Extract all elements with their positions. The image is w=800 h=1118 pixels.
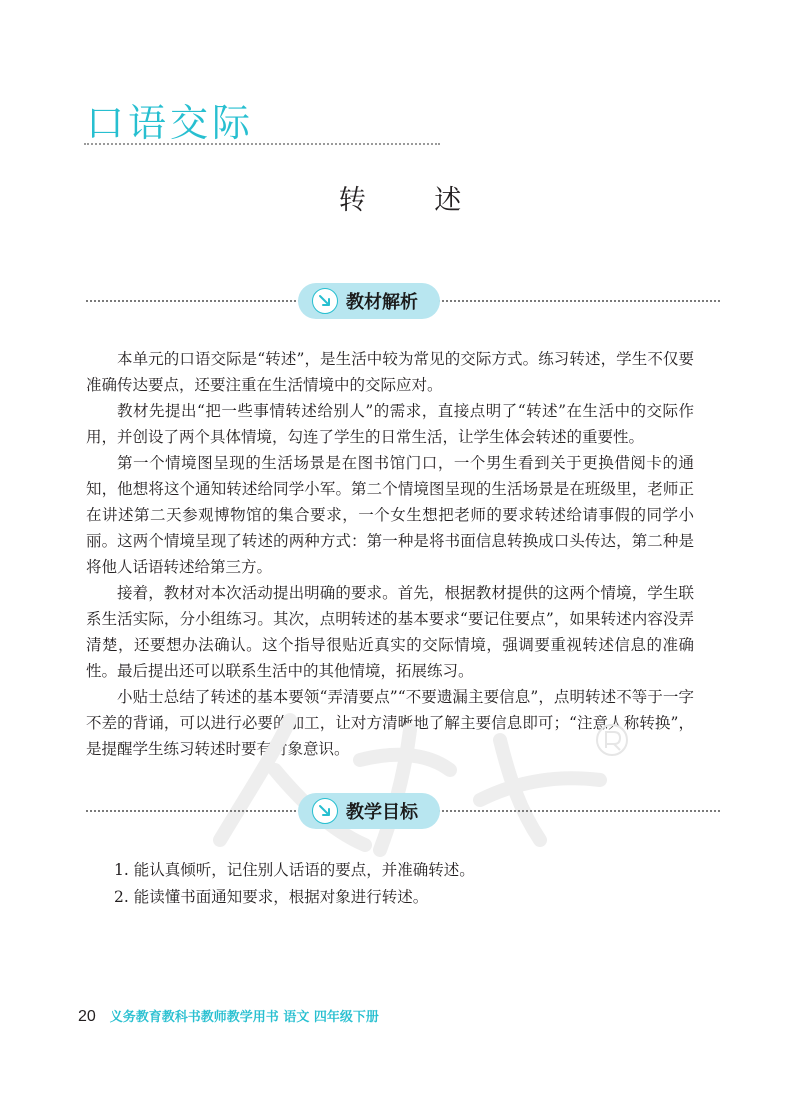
paragraph: 本单元的口语交际是“转述”，是生活中较为常见的交际方式。练习转述，学生不仅要准确传达要点，还要注重在生活情境中的交际应对。 [86, 350, 694, 394]
section-title: 口语交际 [86, 101, 255, 145]
paragraph: 接着，教材对本次活动提出明确的要求。首先，根据教材提供的这两个情境，学生联系生活实际，分小组练习。其次，点明转述的基本要求“要记住要点”，如果转述内容没弄清楚，还要想办法确认。这个指导很贴近真实的交际情境，强调要重视转述信息的准确性。最后提出还可以联系生活中的其他情境，拓展练习。 [86, 584, 694, 680]
arrow-down-right-icon [312, 798, 338, 824]
paragraph: 小贴士总结了转述的基本要领“弄清要点”“不要遗漏主要信息”，点明转述不等于一字不差的背诵，可以进行必要的加工，让对方清晰地了解主要信息即可；“注意人称转换”，是提醒学生练习转述时要有对象意识。 [86, 688, 694, 758]
page-number: 20 [78, 1008, 96, 1025]
book-title: 义务教育教科书教师教学用书 语文 四年级下册 [109, 1010, 379, 1025]
section-heading-analysis [298, 283, 440, 319]
analysis-body [86, 346, 694, 762]
title-underline [84, 143, 440, 145]
paragraph: 教材先提出“把一些事情转述给别人”的需求，直接点明了“转述”在生活中的交际作用，并创设了两个具体情境，勾连了学生的日常生活，让学生体会转述的重要性。 [86, 402, 694, 446]
section-heading-goals-label: 教学目标 [346, 802, 418, 823]
page-footer [78, 1006, 379, 1026]
goals-list [114, 857, 704, 911]
lesson-title: 转 述 [338, 185, 492, 216]
section-heading-goals [298, 793, 440, 829]
section-heading-analysis-label: 教材解析 [346, 292, 418, 313]
arrow-down-right-icon [312, 288, 338, 314]
paragraph: 第一个情境图呈现的生活场景是在图书馆门口，一个男生看到关于更换借阅卡的通知，他想将这个通知转述给同学小军。第二个情境图呈现的生活场景是在班级里，老师正在讲述第二天参观博物馆的集合要求，一个女生想把老师的要求转述给请事假的同学小丽。这两个情境呈现了转述的两种方式：第一种是将书面信息转换成口头传达，第二种是将他人话语转述给第三方。 [86, 454, 694, 576]
list-item: 1. 能认真倾听，记住别人话语的要点，并准确转述。 [114, 861, 475, 879]
list-item: 2. 能读懂书面通知要求，根据对象进行转述。 [114, 888, 429, 906]
